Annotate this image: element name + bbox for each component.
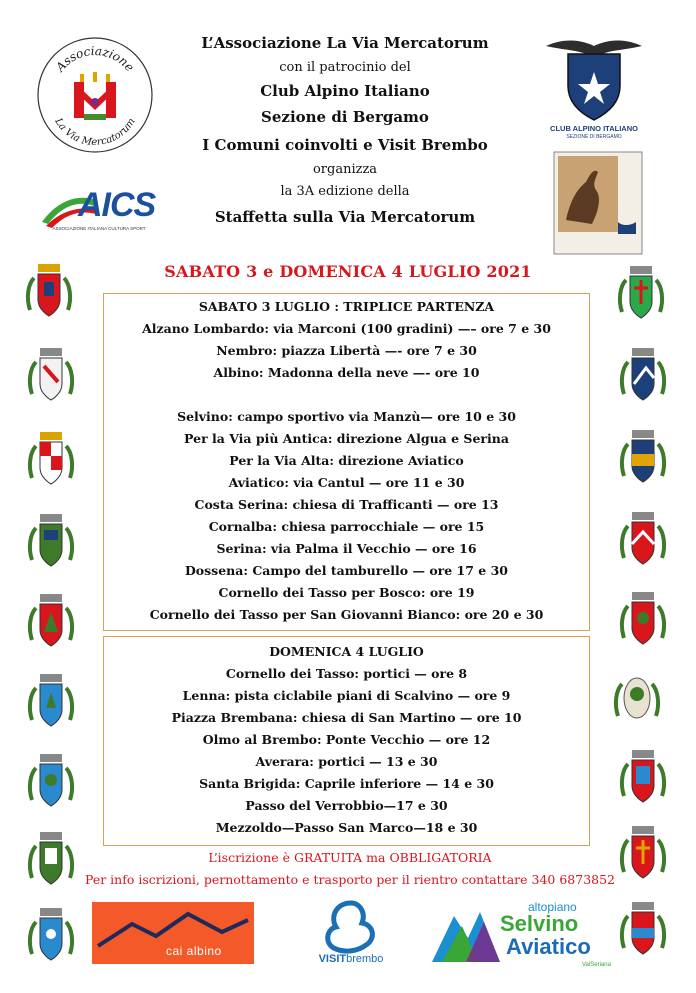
aics-subtitle: ASSOCIAZIONE ITALIANA CULTURA SPORT [52, 226, 146, 231]
list-item: Piazza Brembana: chiesa di San Martino — ore 10 [171, 710, 522, 725]
brembo-word: brembo [346, 953, 384, 965]
municipal-crest-icon [618, 346, 668, 410]
edition-line: la 3A edizione della [280, 184, 410, 199]
list-item: Aviatico: via Cantul — ore 11 e 30 [228, 475, 465, 490]
list-item: Olmo al Brembo: Ponte Vecchio — ore 12 [202, 732, 491, 747]
aviatico-word: Aviatico [506, 934, 591, 959]
visit-brembo-text [296, 953, 406, 965]
sunday-heading: DOMENICA 4 LUGLIO [269, 644, 424, 659]
municipal-crest-icon [26, 430, 76, 494]
municipal-crest-icon [618, 590, 668, 654]
header-block [180, 34, 510, 232]
cai-name: CLUB ALPINO ITALIANO [550, 124, 638, 133]
associazione-logo [36, 36, 154, 154]
list-item: Alzano Lombardo: via Marconi (100 gradini) —– ore 7 e 30 [142, 321, 551, 336]
list-item: Passo del Verrobbio—17 e 30 [245, 798, 448, 813]
list-item: Cornello dei Tasso per San Giovanni Bianco: ore 20 e 30 [149, 607, 544, 622]
list-item: Cornello dei Tasso per Bosco: ore 19 [218, 585, 475, 600]
assoc-bottom-text: La Via Mercatorum [52, 116, 138, 149]
list-item: Dossena: Campo del tamburello — ore 17 e 30 [184, 563, 509, 578]
registration-note: L’iscrizione è GRATUITA ma OBBLIGATORIA [208, 850, 492, 865]
event-name: Staffetta sulla Via Mercatorum [214, 208, 476, 226]
municipal-crest-icon [24, 262, 74, 326]
aics-wordmark: AICS [78, 186, 156, 224]
partners-line: I Comuni coinvolti e Visit Brembo [202, 136, 488, 154]
list-item: Nembro: piazza Libertà —- ore 7 e 30 [216, 343, 477, 358]
selvino-word: Selvino [500, 911, 579, 936]
visit-word: VISIT [318, 953, 347, 965]
municipal-crest-icon [618, 900, 668, 964]
patronage-label: con il patrocinio del [279, 60, 411, 75]
assoc-top-text: Associazione [53, 43, 138, 75]
event-dates-title: SABATO 3 e DOMENICA 4 LUGLIO 2021 [164, 262, 532, 281]
spacer [104, 384, 589, 406]
list-item: Cornello dei Tasso: portici — ore 8 [225, 666, 468, 681]
municipal-crest-icon [26, 830, 76, 894]
municipal-crest-icon [618, 824, 668, 888]
selvino-altopiano: altopiano [528, 900, 577, 914]
list-item: Averara: portici — 13 e 30 [255, 754, 438, 769]
patron-name: Club Alpino Italiano [260, 82, 430, 100]
list-item: Cornalba: chiesa parrocchiale — ore 15 [208, 519, 485, 534]
saturday-heading: SABATO 3 LUGLIO : TRIPLICE PARTENZA [198, 299, 495, 314]
sunday-schedule-box [103, 636, 590, 846]
municipal-crest-icon [612, 668, 662, 732]
cai-albino-text: cai albino [166, 944, 222, 958]
list-item: Per la Via più Antica: direzione Algua e Serina [184, 431, 509, 446]
municipal-crest-icon [26, 592, 76, 656]
valseriana-word: ValSeriana [582, 962, 611, 968]
list-item: Albino: Madonna della neve —- ore 10 [213, 365, 480, 380]
list-item: Per la Via Alta: direzione Aviatico [229, 453, 464, 468]
list-item: Selvino: campo sportivo via Manzù— ore 10 e 30 [177, 409, 516, 424]
municipal-crest-icon [618, 428, 668, 492]
municipal-crest-icon [26, 672, 76, 736]
list-item: Santa Brigida: Caprile inferiore — 14 e 30 [199, 776, 494, 791]
cai-piazza-brembana-logo [552, 150, 644, 256]
saturday-schedule-box [103, 293, 590, 631]
municipal-crest-icon [26, 906, 76, 970]
list-item: Serina: via Palma il Vecchio — ore 16 [216, 541, 477, 556]
cai-section: SEZIONE DI BERGAMO [566, 134, 622, 140]
list-item: Costa Serina: chiesa di Trafficanti — ore 13 [194, 497, 499, 512]
municipal-crest-icon [616, 264, 666, 328]
municipal-crest-icon [26, 346, 76, 410]
list-item: Lenna: pista ciclabile piani di Scalvino — ore 9 [182, 688, 511, 703]
list-item: Mezzoldo—Passo San Marco—18 e 30 [215, 820, 478, 835]
municipal-crest-icon [26, 512, 76, 576]
contact-info: Per info iscrizioni, pernottamento e trasporto per il rientro contattare 340 6873852 [84, 872, 616, 887]
municipal-crest-icon [26, 752, 76, 816]
organizer-name: L’Associazione La Via Mercatorum [201, 34, 489, 52]
organizes-label: organizza [312, 162, 378, 177]
municipal-crest-icon [618, 748, 668, 812]
patron-section: Sezione di Bergamo [261, 108, 429, 126]
municipal-crest-icon [618, 510, 668, 574]
